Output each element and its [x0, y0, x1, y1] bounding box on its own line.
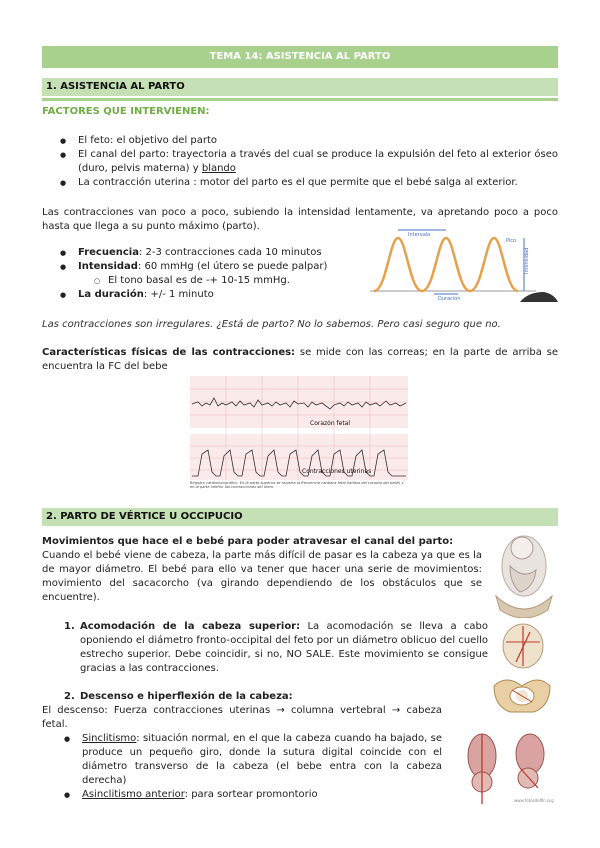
physical-characteristics: Características físicas de las contracciones: se mide con las correas; en la parte de arriba se encuentra la FC del bebe	[42, 347, 558, 372]
movements-paragraph: Cuando el bebé viene de cabeza, la parte más difícil de pasar es la cabeza ya que es la de mayor diámetro. El bebé para ello va tener que hacer una serie de movimientos: movimiento del sacacorcho (va girando dependiendo de los obstáculos que se encuentre).	[42, 550, 482, 603]
movements-title: Movimientos que hace el e bebé para poder atravesar el canal del parto:	[42, 536, 454, 547]
device-silhouette	[520, 292, 558, 302]
factor-item-1: ● El feto: el objetivo del parto	[56, 134, 558, 148]
factors-heading: FACTORES QUE INTERVIENEN:	[42, 106, 210, 117]
factors-list	[56, 134, 558, 190]
item-2-title: Descenso e hiperflexión de la cabeza:	[80, 691, 293, 702]
peak-label: Pico	[506, 238, 517, 244]
duration-item: ● La duración: +/- 1 minuto	[56, 288, 356, 302]
section-2-heading: 2. PARTO DE VÉRTICE U OCCIPUCIO	[42, 508, 558, 526]
duration-label: Duración	[438, 296, 461, 302]
section-1-heading: 1. ASISTENCIA AL PARTO	[42, 78, 558, 96]
uterine-label: Contracciones uterinas	[302, 468, 372, 475]
irregular-note: Las contracciones son irregulares. ¿Está de parto? No lo sabemos. Pero casi seguro que no.	[42, 319, 501, 330]
page-title: TEMA 14: ASISTENCIA AL PARTO	[42, 46, 558, 68]
watermark: www.fotosdelfin.org	[514, 798, 554, 803]
intensity-item: ● Intensidad: 60 mmHg (el útero se puede palpar)	[56, 260, 356, 274]
interval-label: Intervalo	[408, 232, 431, 238]
fetal-skull-illustration	[494, 622, 552, 670]
section-1-underline	[42, 98, 558, 101]
contraction-wave-line	[374, 238, 518, 291]
factor-item-2: ● El canal del parto: trayectoria a través del cual se produce la expulsión del feto al exterior óseo (duro, pelvis materna) y blando	[56, 148, 558, 176]
contractions-paragraph: Las contracciones van poco a poco, subiendo la intensidad lentamente, va apretando poco a poco hasta que llega a su punto máximo (parto).	[42, 207, 558, 232]
ctg-caption: Registro cardiotocográfico. En la parte superior se registra la frecuencia cardíaca fetal (latidos del corazón del bebé) y en la parte inferior las contracciones del útero.	[190, 481, 404, 490]
basal-tone-item: ○ El tono basal es de -+ 10-15 mmHg.	[56, 274, 356, 288]
item-1-text: Acomodación de la cabeza superior: La acomodación se lleva a cabo oponiendo el diámetro fronto-occipital del feto por un diámetro oblicuo del cuello estrecho superior. Debe coincidir, si no, NO SALE. Este movimiento se consigue gracias a las contracciones.	[80, 621, 489, 674]
sinclitismo-list	[60, 732, 442, 802]
asinclitismo-item: ● Asinclitismo anterior: para sortear promontorio	[60, 788, 442, 802]
sinclitismo-item: ● Sinclitismo: situación normal, en el que la cabeza cuando ha bajado, se produce un pequeño giro, donde la sutura digital coincide con el diámetro transverso de la cabeza (el bebe entra con la cabeza derecha)	[60, 732, 442, 788]
frequency-item: ● Frecuencia: 2-3 contracciones cada 10 minutos	[56, 246, 356, 260]
blando-link: blando	[201, 163, 236, 174]
fetus-in-pelvis-illustration	[490, 530, 558, 618]
pelvis-illustration	[490, 672, 554, 718]
item-1-number: 1.	[64, 621, 75, 632]
intensity-label: Intensidad	[524, 247, 530, 274]
descenso-paragraph: El descenso: Fuerza contracciones uterinas → columna vertebral → cabeza fetal.	[42, 705, 442, 730]
fetal-heart-label: Corazón fetal	[310, 420, 351, 427]
factor-item-3: ● La contracción uterina : motor del parto es el que permite que el bebé salga al exterior.	[56, 176, 558, 190]
contraction-params	[56, 246, 356, 302]
ctg-figure	[190, 376, 408, 494]
contraction-wave-figure	[368, 224, 558, 304]
item-2-number: 2.	[64, 691, 75, 702]
sinclitismo-illustration	[456, 724, 560, 806]
